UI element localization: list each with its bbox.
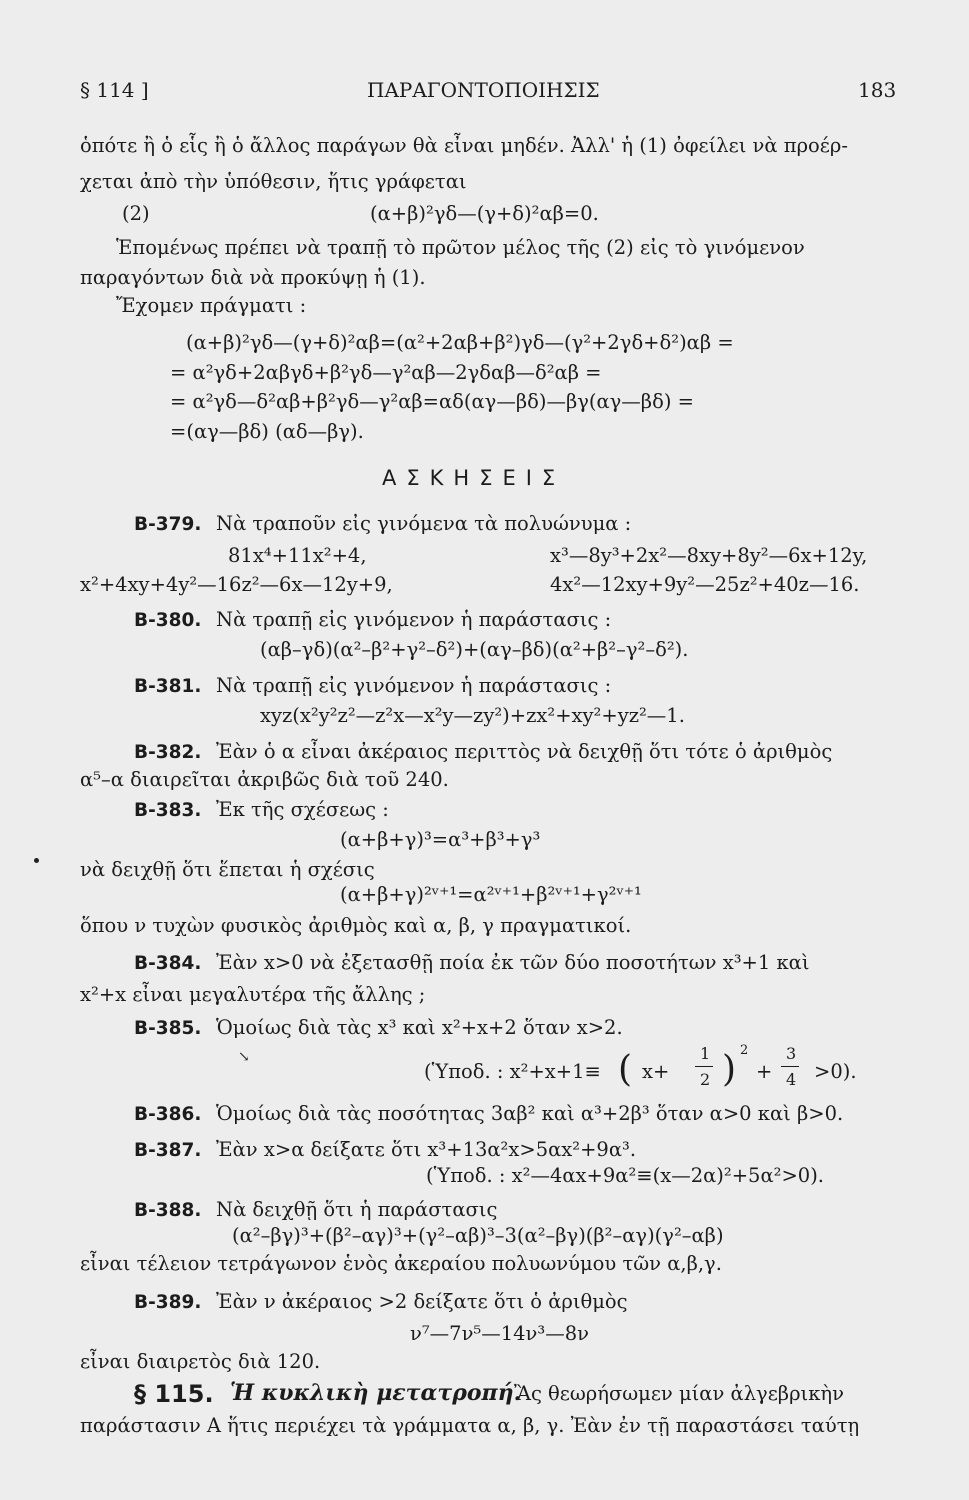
hint-text: x+ [642,1060,670,1083]
text-line: ὁπότε ἢ ὁ εἷς ἢ ὁ ἄλλος παράγων θὰ εἶναι μηδέν. Ἀλλ' ἡ (1) ὀφείλει νὰ προέρ- [80,134,848,157]
exercise-text: Νὰ δειχθῇ ὅτι ἡ παράστασις [216,1198,498,1221]
section-title: Ἡ κυκλικὴ μετατροπή. [230,1380,522,1406]
exponent: 2 [740,1043,749,1058]
exercise-number: B-386. [134,1104,202,1125]
derivation-line: = α²γδ—δ²αβ+β²γδ—γ²αβ=αδ(αγ—βδ)—βγ(αγ—βδ) = [170,390,694,413]
exercise-text: α⁵–α διαιρεῖται ἀκριβῶς διὰ τοῦ 240. [80,768,449,791]
exercise-number: B-388. [134,1200,202,1221]
equation-label: (2) [122,202,150,225]
exercise-text: Ἐὰν ὁ α εἶναι ἀκέραιος περιττὸς νὰ δειχθῇ ὅτι τότε ὁ ἀριθμὸς [216,740,833,763]
fraction-denominator: 4 [786,1070,797,1089]
polynomial: x³—8y³+2x²—8xy+8y²—6x+12y, [550,544,868,567]
text-line: Ἔχομεν πράγματι : [116,294,307,317]
exercise-text: Ὁμοίως διὰ τὰς x³ καὶ x²+x+2 ὅταν x>2. [216,1016,623,1039]
exercise-number: B-383. [134,800,202,821]
text-line: παραγόντων διὰ νὰ προκύψῃ ἡ (1). [80,266,426,289]
expression: xyz(x²y²z²—z²x—x²y—zy²)+zx²+xy²+yz²—1. [260,704,685,727]
fraction-numerator: 3 [786,1044,797,1063]
fraction-numerator: 1 [700,1044,711,1063]
exercise-number: B-384. [134,953,202,974]
exercise-text: Ὁμοίως διὰ τὰς ποσότητας 3αβ² καὶ α³+2β³ ὅταν α>0 καὶ β>0. [216,1102,844,1125]
polynomial: 81x⁴+11x²+4, [228,544,367,567]
derivation-line: = α²γδ+2αβγδ+β²γδ—γ²αβ—2γδαβ—δ²αβ = [170,361,602,384]
text-line: Ἑπομένως πρέπει νὰ τραπῇ τὸ πρῶτον μέλος τῆς (2) εἰς τὸ γινόμενον [116,236,805,259]
hint-paren: ( [618,1049,633,1090]
derivation-line: =(αγ—βδ) (αδ—βγ). [170,420,364,443]
exercise-text: εἶναι τέλειον τετράγωνον ἑνὸς ἀκεραίου πολυωνύμου τῶν α,β,γ. [80,1252,722,1275]
hint-text: >0). [814,1060,857,1083]
polynomial: 4x²—12xy+9y²—25z²+40z—16. [550,573,860,596]
exercise-number: B-380. [134,610,202,631]
exercise-text: νὰ δειχθῇ ὅτι ἕπεται ἡ σχέσις [80,858,375,881]
exercise-number: B-381. [134,676,202,697]
text-line: χεται ἀπὸ τὴν ὑπόθεσιν, ἥτις γράφεται [80,170,467,193]
derivation-line: (α+β)²γδ—(γ+δ)²αβ=(α²+2αβ+β²)γδ—(γ²+2γδ+δ²)αβ = [186,331,734,354]
fraction-bar [695,1066,713,1067]
fraction-denominator: 2 [700,1070,711,1089]
hint-text: + [756,1060,773,1083]
exercise-text: x²+x εἶναι μεγαλυτέρα τῆς ἄλλης ; [80,983,426,1006]
exercise-number: B-382. [134,742,202,763]
expression: (αβ–γδ)(α²–β²+γ²–δ²)+(αγ–βδ)(α²+β²–γ²–δ²). [260,638,689,661]
expression: ν⁷—7ν⁵—14ν³—8ν [410,1322,589,1345]
relation: (α+β+γ)³=α³+β³+γ³ [340,828,541,851]
equation: (α+β)²γδ—(γ+δ)²αβ=0. [370,202,599,225]
exercise-text: Νὰ τραπῇ εἰς γινόμενον ἡ παράστασις : [216,674,612,697]
exercise-number: B-387. [134,1140,202,1161]
pencil-mark: ↘ [238,1049,250,1065]
hint-text: (Ὑποδ. : x²—4αx+9α²≡(x—2α)²+5α²>0). [426,1164,824,1187]
fraction-bar [781,1066,799,1067]
exercise-text: Νὰ τραποῦν εἰς γινόμενα τὰ πολυώνυμα : [216,512,632,535]
section-number: § 115. [134,1380,214,1408]
exercises-title: ΑΣΚΗΣΕΙΣ [382,466,566,490]
header-section-ref: § 114 ] [80,78,149,102]
exercise-text: εἶναι διαιρετὸς διὰ 120. [80,1350,321,1373]
margin-dot [34,858,39,863]
exercise-text: Νὰ τραπῇ εἰς γινόμενον ἡ παράστασις : [216,608,612,631]
text-line: Ἂς θεωρήσωμεν μίαν ἀλγεβρικὴν [514,1382,844,1405]
relation: (α+β+γ)²ᵛ⁺¹=α²ᵛ⁺¹+β²ᵛ⁺¹+γ²ᵛ⁺¹ [340,883,642,906]
exercise-text: Ἐὰν x>α δείξατε ὅτι x³+13α²x>5αx²+9α³. [216,1138,637,1161]
page-number: 183 [858,78,897,102]
polynomial: x²+4xy+4y²—16z²—6x—12y+9, [80,573,393,596]
hint-prefix: (Ὑποδ. : x²+x+1≡ [424,1060,601,1083]
exercise-number: B-385. [134,1018,202,1039]
text-line: παράστασιν Α ἥτις περιέχει τὰ γράμματα α, β, γ. Ἐὰν ἐν τῇ παραστάσει ταύτῃ [80,1414,860,1437]
exercise-text: Ἐὰν ν ἀκέραιος >2 δείξατε ὅτι ὁ ἀριθμὸς [216,1290,628,1313]
hint-paren: ) [722,1049,737,1090]
exercise-text: Ἐκ τῆς σχέσεως : [216,798,389,821]
exercise-text: ὅπου ν τυχὼν φυσικὸς ἀριθμὸς καὶ α, β, γ πραγματικοί. [80,914,632,937]
expression: (α²–βγ)³+(β²–αγ)³+(γ²–αβ)³–3(α²–βγ)(β²–αγ)(γ²–αβ) [232,1224,724,1247]
exercise-number: B-389. [134,1292,202,1313]
header-title: ΠΑΡΑΓΟΝΤΟΠΟΙΗΣΙΣ [367,78,600,102]
exercise-text: Ἐὰν x>0 νὰ ἐξετασθῇ ποία ἐκ τῶν δύο ποσοτήτων x³+1 καὶ [216,951,810,974]
exercise-number: B-379. [134,514,202,535]
